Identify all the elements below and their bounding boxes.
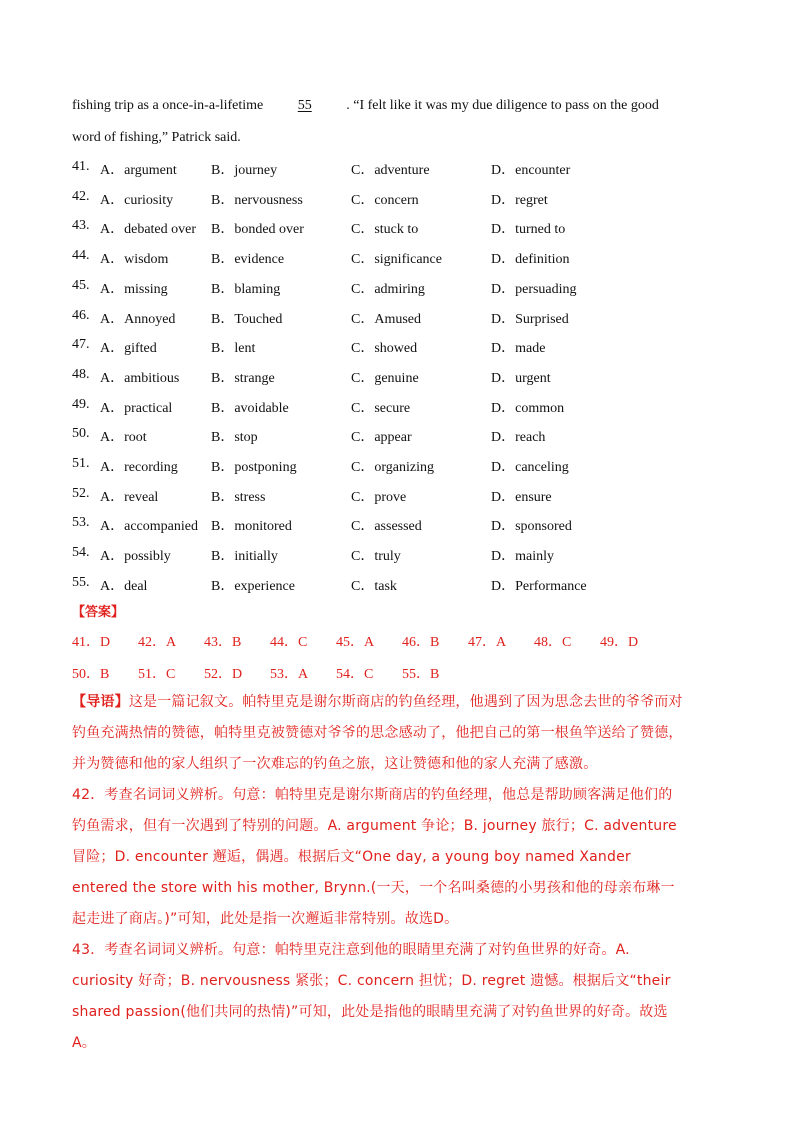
option-d: D．encounter bbox=[491, 163, 571, 178]
option-c: C．admiring bbox=[351, 281, 425, 297]
option-c: C．appear bbox=[351, 430, 412, 446]
option-b: B．blaming bbox=[211, 281, 281, 297]
question-row bbox=[72, 575, 712, 597]
question-row bbox=[72, 308, 712, 330]
option-c: C．genuine bbox=[351, 370, 419, 386]
option-d: D．made bbox=[491, 341, 546, 357]
intro-text-after: . “I felt like it was my due diligence to pass on the good bbox=[346, 98, 659, 113]
option-a: A．missing bbox=[100, 281, 168, 297]
intro-line-2: word of fishing,” Patrick said. bbox=[72, 130, 241, 145]
option-d: D．mainly bbox=[491, 549, 554, 565]
option-b: B．experience bbox=[211, 578, 295, 594]
option-d: D．reach bbox=[491, 430, 546, 446]
option-d: D．urgent bbox=[491, 370, 551, 386]
option-d: D．persuading bbox=[491, 281, 577, 297]
option-d: D．sponsored bbox=[491, 519, 572, 535]
question-number: 42. bbox=[72, 188, 90, 204]
option-d: D．definition bbox=[491, 252, 570, 268]
option-a: A．practical bbox=[100, 400, 173, 416]
question-row bbox=[72, 159, 712, 181]
option-d: D．regret bbox=[491, 192, 548, 208]
answer-item: 47．A bbox=[468, 635, 507, 650]
question-row bbox=[72, 367, 712, 389]
option-b: B．nervousness bbox=[211, 192, 303, 208]
question-number: 43. bbox=[72, 218, 90, 234]
question-row bbox=[72, 248, 712, 270]
answer-item: 50．B bbox=[72, 667, 110, 682]
option-b: B．postponing bbox=[211, 460, 297, 475]
option-b: B．bonded over bbox=[211, 222, 304, 238]
question-row bbox=[72, 218, 712, 240]
option-b: B．stop bbox=[211, 430, 258, 446]
option-d: D．canceling bbox=[491, 460, 569, 475]
option-d: D．Surprised bbox=[491, 311, 569, 327]
option-c: C．task bbox=[351, 578, 397, 594]
question-number: 44. bbox=[72, 248, 90, 264]
option-b: B．initially bbox=[211, 549, 278, 565]
option-a: A．deal bbox=[100, 578, 148, 594]
answer-item: 44．C bbox=[270, 635, 308, 650]
option-a: A．possibly bbox=[100, 549, 171, 565]
option-b: B．monitored bbox=[211, 519, 292, 535]
answer-item: 49．D bbox=[600, 635, 639, 650]
answer-item: 45．A bbox=[336, 635, 375, 650]
option-d: D．common bbox=[491, 400, 565, 416]
intro-line-1 bbox=[72, 98, 659, 114]
option-b: B．Touched bbox=[211, 311, 283, 327]
answer-item: 55．B bbox=[402, 667, 440, 682]
option-d: D．ensure bbox=[491, 489, 552, 505]
option-a: A．recording bbox=[100, 460, 178, 475]
question-number: 51. bbox=[72, 456, 90, 471]
question-row bbox=[72, 456, 712, 478]
answer-item: 41．D bbox=[72, 635, 111, 650]
question-number: 55. bbox=[72, 574, 90, 590]
option-a: A．accompanied bbox=[100, 519, 198, 535]
question-row bbox=[72, 545, 712, 567]
answer-item: 54．C bbox=[336, 667, 374, 682]
question-number: 54. bbox=[72, 545, 90, 561]
option-d: D．turned to bbox=[491, 222, 566, 238]
explanation-42: 42．考查名词词义辨析。句意：帕特里克是谢尔斯商店的钓鱼经理，他总是帮助顾客满足他们的钓鱼需求，但有一次遇到了特别的问题。A. argument 争论；B. journey 旅行；C. adventure 冒险；D. encounter 邂逅，偶遇。根据后文“One day, a young boy named Xander entered the store with his mother, Brynn.(一天，一个名叫桑德的小男孩和他的母亲布琳一起走进了商店。)”可知，此处是指一次邂逅非常特别。故选D。 bbox=[72, 787, 677, 927]
option-a: A．root bbox=[100, 430, 147, 446]
question-number: 47. bbox=[72, 337, 90, 353]
question-number: 48. bbox=[72, 366, 90, 382]
option-a: A．curiosity bbox=[100, 192, 174, 208]
option-b: B．stress bbox=[211, 489, 266, 505]
option-c: C．truly bbox=[351, 549, 401, 565]
question-number: 49. bbox=[72, 396, 90, 412]
option-d: D．Performance bbox=[491, 578, 587, 594]
question-number: 50. bbox=[72, 426, 90, 442]
guide-text: 这是一篇记叙文。帕特里克是谢尔斯商店的钓鱼经理，他遇到了因为思念去世的爷爷而对钓鱼充满热情的赞德，帕特里克被赞德对爷爷的思念感动了，他把自己的第一根鱼竿送给了赞德，并为赞德和他的家人组织了一次难忘的钓鱼之旅，这让赞德和他的家人充满了感激。 bbox=[72, 694, 683, 772]
option-a: A．ambitious bbox=[100, 370, 180, 386]
option-c: C．significance bbox=[351, 252, 442, 268]
question-number: 46. bbox=[72, 307, 90, 323]
option-c: C．showed bbox=[351, 341, 418, 357]
blank-55: 55 bbox=[297, 98, 312, 113]
answer-item: 53．A bbox=[270, 667, 309, 682]
option-a: A．reveal bbox=[100, 489, 159, 505]
question-row bbox=[72, 397, 712, 419]
question-number: 52. bbox=[72, 485, 90, 501]
question-row bbox=[72, 278, 712, 300]
question-row bbox=[72, 189, 712, 211]
question-row bbox=[72, 337, 712, 359]
option-a: A．gifted bbox=[100, 341, 157, 357]
question-number: 45. bbox=[72, 277, 90, 293]
option-b: B．strange bbox=[211, 370, 275, 386]
guide-label: 【导语】 bbox=[72, 694, 129, 710]
question-row bbox=[72, 515, 712, 537]
option-a: A．Annoyed bbox=[100, 311, 176, 327]
answer-item: 51．C bbox=[138, 667, 176, 682]
answer-item: 43．B bbox=[204, 635, 242, 650]
question-row bbox=[72, 426, 712, 448]
option-b: B．avoidable bbox=[211, 400, 289, 416]
answer-item: 46．B bbox=[402, 635, 440, 650]
option-c: C．organizing bbox=[351, 460, 434, 475]
answer-item: 48．C bbox=[534, 635, 572, 650]
option-c: C．assessed bbox=[351, 519, 422, 535]
answer-item: 52．D bbox=[204, 667, 243, 682]
answer-item: 42．A bbox=[138, 635, 177, 650]
question-number: 41. bbox=[72, 159, 90, 174]
option-c: C．secure bbox=[351, 400, 411, 416]
option-b: B．journey bbox=[211, 163, 278, 178]
option-c: C．concern bbox=[351, 192, 419, 208]
option-b: B．lent bbox=[211, 341, 256, 357]
option-b: B．evidence bbox=[211, 252, 285, 268]
question-number: 53. bbox=[72, 515, 90, 531]
question-row bbox=[72, 486, 712, 508]
option-c: C．prove bbox=[351, 489, 407, 505]
guide-paragraph bbox=[72, 687, 684, 780]
option-a: A．wisdom bbox=[100, 252, 169, 268]
intro-text-before: fishing trip as a once-in-a-lifetime bbox=[72, 98, 264, 113]
answer-heading: 【答案】 bbox=[72, 605, 125, 620]
option-a: A．debated over bbox=[100, 222, 197, 238]
option-c: C．stuck to bbox=[351, 222, 419, 238]
option-c: C．Amused bbox=[351, 311, 421, 327]
explanation-43: 43．考查名词词义辨析。句意：帕特里克注意到他的眼睛里充满了对钓鱼世界的好奇。A. curiosity 好奇；B. nervousness 紧张；C. concern 担忧；D. regret 遗憾。根据后文“their shared passion(他们共同的热情)”可知，此处是指他的眼睛里充满了对钓鱼世界的好奇。故选A。 bbox=[72, 942, 671, 1051]
option-a: A．argument bbox=[100, 163, 177, 178]
option-c: C．adventure bbox=[351, 163, 430, 178]
